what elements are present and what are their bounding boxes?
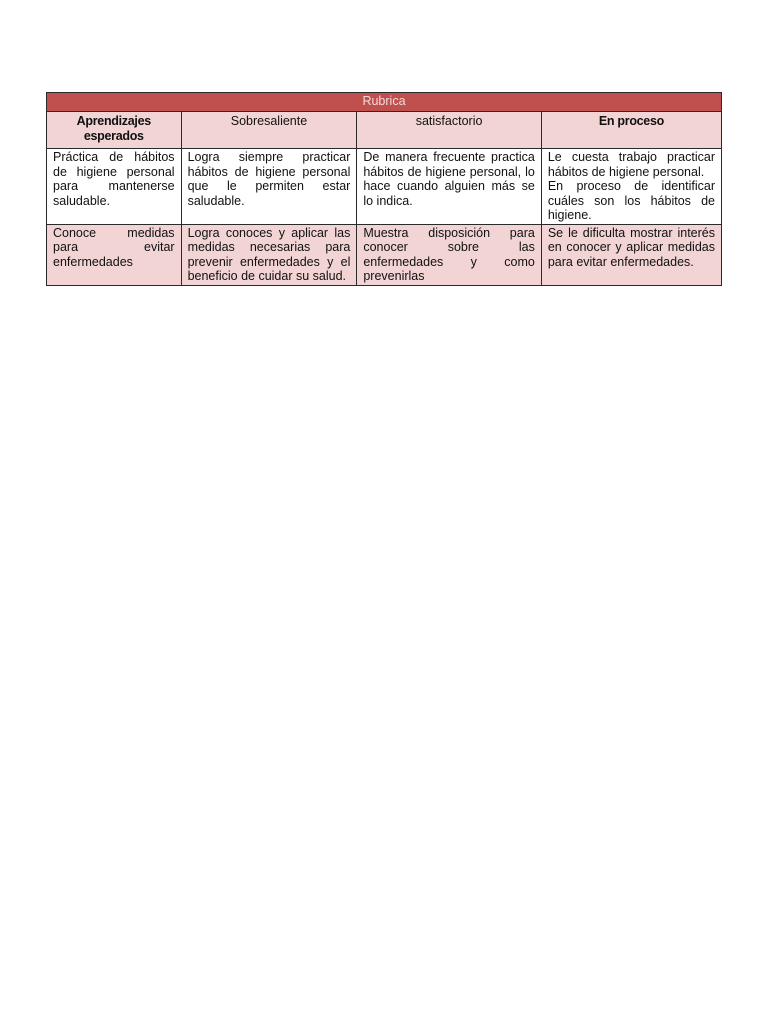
header-aprendizajes-esperados: Aprendizajes esperados (47, 112, 182, 149)
cell-aprendizaje: Práctica de hábitos de higiene personal para mantenerse saludable. (47, 149, 182, 225)
rubric-title-row (47, 93, 722, 112)
header-en-proceso: En proceso (541, 112, 721, 149)
cell-aprendizaje: Conoce medidas para evitar enfermedades (47, 224, 182, 285)
cell-satisfactorio: Muestra disposición para conocer sobre las enfermedades y como prevenirlas (357, 224, 541, 285)
cell-en-proceso-line: Le cuesta trabajo practicar hábitos de higiene personal. (547, 150, 715, 179)
cell-sobresaliente: Logra siempre practicar hábitos de higiene personal que le permiten estar saludable. (181, 149, 357, 225)
cell-sobresaliente: Logra conoces y aplicar las medidas necesarias para prevenir enfermedades y el beneficio de cuidar su salud. (181, 224, 357, 285)
header-satisfactorio: satisfactorio (357, 112, 541, 149)
cell-en-proceso-line: En proceso de identificar cuáles son los hábitos de higiene. (547, 179, 715, 222)
cell-en-proceso-line: Se le dificulta mostrar interés en conocer y aplicar medidas para evitar enfermedades. (547, 225, 715, 269)
table-row (47, 149, 722, 225)
rubric-title: Rubrica (47, 93, 722, 112)
header-sobresaliente: Sobresaliente (181, 112, 357, 149)
cell-satisfactorio: De manera frecuente practica hábitos de higiene personal, lo hace cuando alguien más se lo indica. (357, 149, 541, 225)
table-row (47, 224, 722, 285)
rubric-table (46, 92, 722, 286)
cell-en-proceso (541, 149, 721, 225)
cell-en-proceso (541, 224, 721, 285)
header-row (47, 112, 722, 149)
